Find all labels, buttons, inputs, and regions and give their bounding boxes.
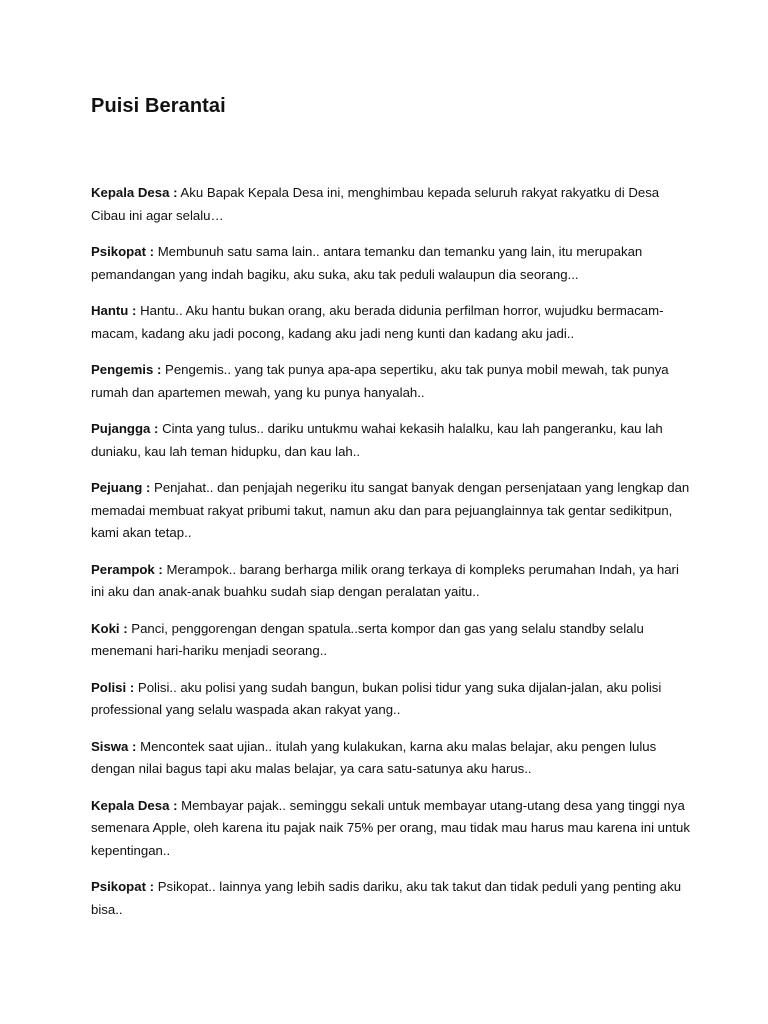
- entry-speaker: Psikopat :: [91, 879, 155, 894]
- entry-text: Merampok.. barang berharga milik orang terkaya di kompleks perumahan Indah, ya hari ini aku dan anak-anak buahku sudah siap dengan peralatan yaitu..: [91, 561, 679, 599]
- entry-speaker: Pejuang :: [91, 480, 151, 495]
- entry-speaker: Pengemis :: [91, 362, 162, 377]
- poem-entry: [91, 618, 691, 663]
- entry-text: Aku Bapak Kepala Desa ini, menghimbau kepada seluruh rakyat rakyatku di Desa Cibau ini agar selalu…: [91, 185, 660, 223]
- entry-text: Membayar pajak.. seminggu sekali untuk membayar utang-utang desa yang tinggi nya semenara Apple, oleh karena itu pajak naik 75% per orang, mau tidak mau harus mau karena ini untuk kepentingan..: [91, 797, 690, 858]
- poem-entry: [91, 736, 691, 781]
- poem-entry: [91, 876, 691, 921]
- entry-speaker: Kepala Desa :: [91, 185, 178, 200]
- poem-entry: [91, 241, 691, 286]
- entry-speaker: Kepala Desa :: [91, 797, 178, 813]
- entry-text: Membunuh satu sama lain.. antara temanku dan temanku yang lain, itu merupakan pemandangan yang indah bagiku, aku suka, aku tak peduli walaupun dia seorang...: [91, 244, 643, 282]
- entry-text: Psikopat.. lainnya yang lebih sadis dariku, aku tak takut dan tidak peduli yang penting aku bisa..: [91, 879, 682, 917]
- entry-text: Cinta yang tulus.. dariku untukmu wahai kekasih halalku, kau lah pangeranku, kau lah duniaku, kau lah teman hidupku, dan kau lah..: [91, 421, 663, 459]
- poem-entry: [91, 418, 691, 463]
- entry-speaker: Psikopat :: [91, 244, 155, 259]
- poem-entry: [91, 182, 691, 227]
- entry-speaker: Koki :: [91, 620, 128, 636]
- poem-entry: [91, 795, 691, 863]
- entry-text: Pengemis.. yang tak punya apa-apa sepertiku, aku tak punya mobil mewah, tak punya rumah dan apartemen mewah, yang ku punya hanyalah..: [91, 362, 669, 400]
- entry-speaker: Polisi :: [91, 679, 135, 695]
- poem-entry: [91, 477, 691, 545]
- entry-speaker: Hantu :: [91, 303, 137, 318]
- poem-entry: [91, 300, 691, 345]
- poem-entries: [91, 182, 691, 935]
- entry-text: Penjahat.. dan penjajah negeriku itu sangat banyak dengan persenjataan yang lengkap dan memadai membuat rakyat pribumi takut, namun aku dan para pejuanglainnya tak gentar sedikitpun, kami akan tetap..: [91, 480, 690, 540]
- poem-entry: [91, 359, 691, 404]
- entry-speaker: Siswa :: [91, 738, 137, 754]
- poem-entry: [91, 677, 691, 722]
- document-title: Puisi Berantai: [91, 95, 226, 117]
- entry-text: Mencontek saat ujian.. itulah yang kulakukan, karna aku malas belajar, aku pengen lulus dengan nilai bagus tapi aku malas belajar, ya cara satu-satunya aku harus..: [91, 738, 657, 776]
- poem-entry: [91, 559, 691, 604]
- entry-text: Polisi.. aku polisi yang sudah bangun, bukan polisi tidur yang suka dijalan-jalan, aku polisi professional yang selalu waspada akan rakyat yang..: [91, 679, 662, 717]
- entry-speaker: Pujangga :: [91, 421, 159, 436]
- entry-text: Hantu.. Aku hantu bukan orang, aku berada didunia perfilman horror, wujudku bermacam-macam, kadang aku jadi pocong, kadang aku jadi neng kunti dan kadang aku jadi..: [91, 303, 664, 341]
- entry-speaker: Perampok :: [91, 561, 163, 577]
- entry-text: Panci, penggorengan dengan spatula..serta kompor dan gas yang selalu standby selalu menemani hari-hariku menjadi seorang..: [91, 620, 644, 658]
